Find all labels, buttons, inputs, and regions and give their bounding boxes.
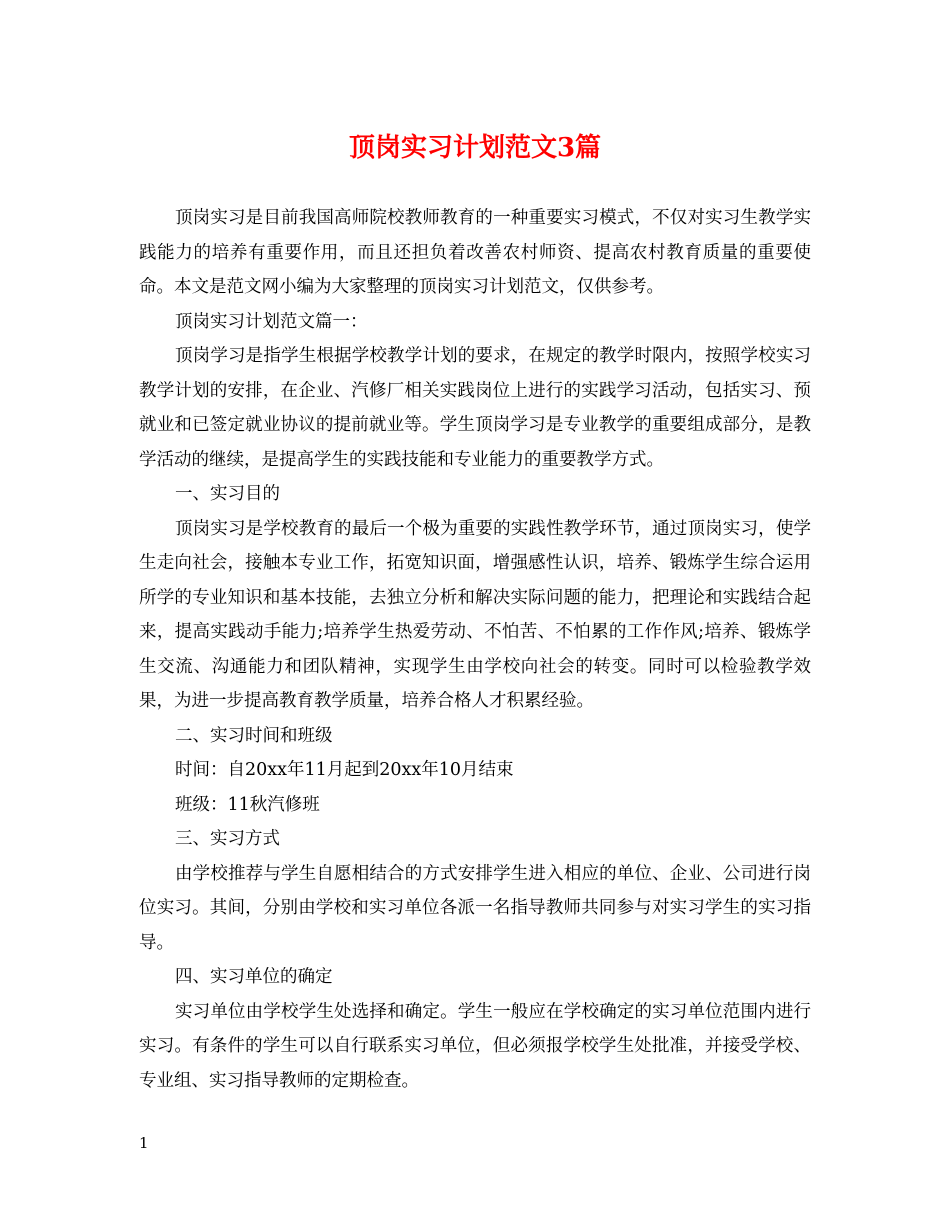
paragraph-purpose: 顶岗实习是学校教育的最后一个极为重要的实践性教学环节，通过顶岗实习，使学生走向社会，接触本专业工作，拓宽知识面，增强感性认识，培养、锻炼学生综合运用所学的专业知识和基本技能，去独立分析和解决实际问题的能力，把理论和实践结合起来，提高实践动手能力;培养学生热爱劳动、不怕苦、不怕累的工作作风;培养、锻炼学生交流、沟通能力和团队精神，实现学生由学校向社会的转变。同时可以检验教学效果，为进一步提高教育教学质量，培养合格人才积累经验。: [139, 518, 811, 711]
paragraph-intro: 顶岗实习是目前我国高师院校教师教育的一种重要实习模式，不仅对实习生教学实践能力的培养有重要作用，而且还担负着改善农村师资、提高农村教育质量的重要使命。本文是范文网小编为大家整理的顶岗实习计划范文，仅供参考。: [139, 208, 811, 297]
paragraph-time: 时间：自20xx年11月起到20xx年10月结束: [175, 760, 514, 780]
paragraph-definition: 顶岗学习是指学生根据学校教学计划的要求，在规定的教学时限内，按照学校实习教学计划的安排，在企业、汽修厂相关实践岗位上进行的实践学习活动，包括实习、预就业和已签定就业协议的提前就业等。学生顶岗学习是专业教学的重要组成部分，是教学活动的继续，是提高学生的实践技能和专业能力的重要教学方式。: [139, 346, 811, 470]
heading-time-and-class: 二、实习时间和班级: [175, 725, 333, 746]
heading-unit: 四、实习单位的确定: [175, 967, 333, 987]
heading-method: 三、实习方式: [175, 829, 280, 849]
page-number: 1: [139, 1134, 149, 1152]
section-heading-sample-one: 顶岗实习计划范文篇一：: [175, 311, 368, 332]
document-title: 顶岗实习计划范文3篇: [348, 133, 602, 163]
paragraph-unit: 实习单位由学校学生处选择和确定。学生一般应在学校确定的实习单位范围内进行实习。有条件的学生可以自行联系实习单位，但必须报学校学生处批准，并接受学校、专业组、实习指导教师的定期检查。: [139, 1001, 811, 1091]
paragraph-class: 班级：11秋汽修班: [175, 794, 320, 815]
document-body: [139, 201, 811, 1098]
paragraph-method: 由学校推荐与学生自愿相结合的方式安排学生进入相应的单位、企业、公司进行岗位实习。其间，分别由学校和实习单位各派一名指导教师共同参与对实习学生的实习指导。: [139, 863, 811, 953]
heading-purpose: 一、实习目的: [175, 484, 280, 504]
